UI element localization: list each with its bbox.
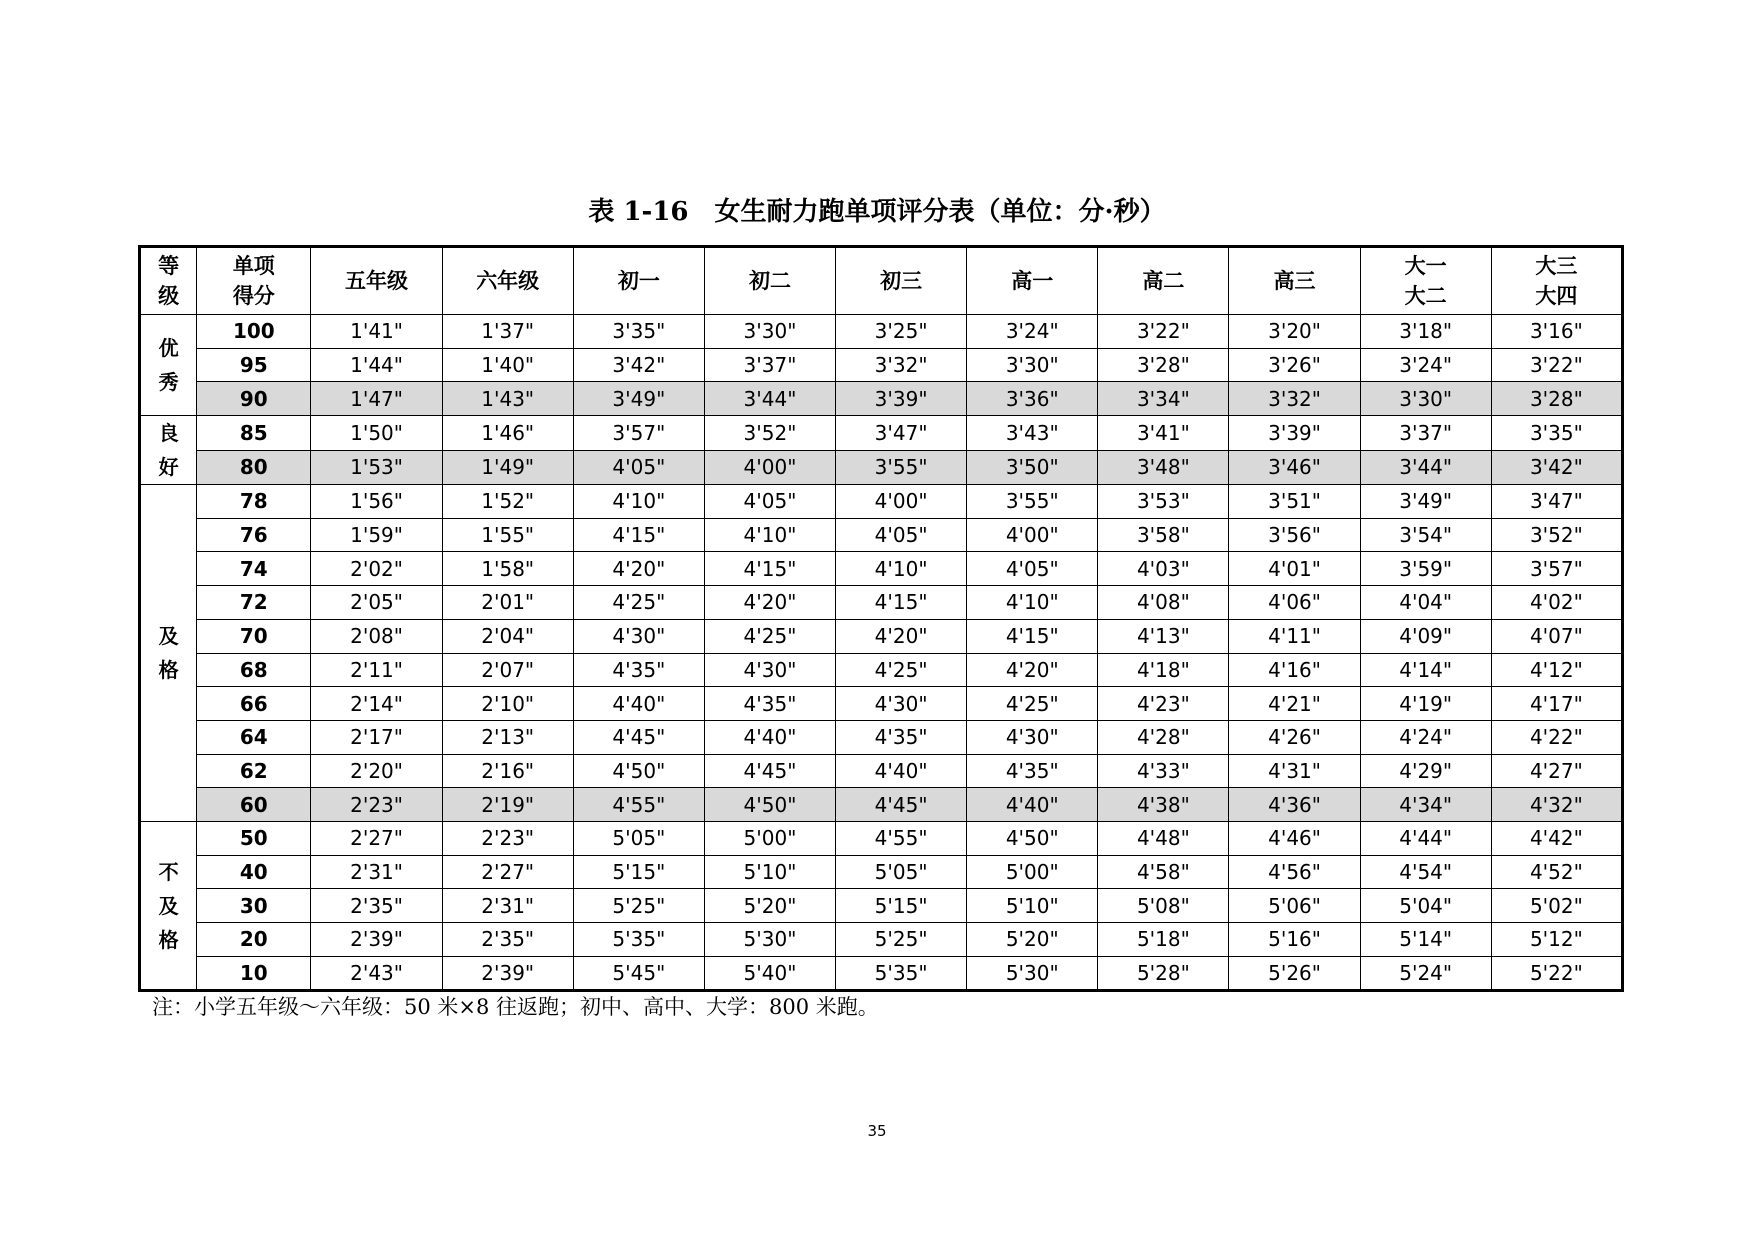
- time-cell: 5'00": [704, 821, 835, 855]
- time-cell: 2'35": [442, 923, 573, 957]
- header-grade: [836, 247, 967, 315]
- time-cell: 2'16": [442, 754, 573, 788]
- time-cell: 3'32": [836, 348, 967, 382]
- header-grade-line: 初二: [748, 269, 791, 293]
- time-cell: 3'39": [836, 382, 967, 416]
- time-cell: 4'04": [1360, 586, 1491, 620]
- time-cell: 4'48": [1098, 821, 1229, 855]
- time-cell: 4'21": [1229, 687, 1360, 721]
- table-row: [140, 788, 1623, 822]
- time-cell: 2'11": [311, 653, 442, 687]
- time-cell: 4'10": [967, 586, 1098, 620]
- time-cell: 4'30": [573, 619, 704, 653]
- table-row: [140, 855, 1623, 889]
- time-cell: 3'57": [1491, 552, 1622, 586]
- time-cell: 3'25": [836, 315, 967, 349]
- time-cell: 3'51": [1229, 485, 1360, 519]
- level-cell: [140, 485, 197, 822]
- table-row: [140, 586, 1623, 620]
- time-cell: 2'02": [311, 552, 442, 586]
- time-cell: 4'24": [1360, 720, 1491, 754]
- table-title: 表 1-16 女生耐力跑单项评分表（单位：分·秒）: [588, 197, 1166, 227]
- time-cell: 5'16": [1229, 923, 1360, 957]
- points-cell: 95: [197, 348, 311, 382]
- score-table: [138, 245, 1624, 992]
- time-cell: 3'42": [1491, 450, 1622, 485]
- time-cell: 4'20": [573, 552, 704, 586]
- time-cell: 4'26": [1229, 720, 1360, 754]
- header-grade-line: 大二: [1404, 284, 1447, 308]
- time-cell: 4'35": [573, 653, 704, 687]
- header-grade-line: 五年级: [345, 269, 409, 293]
- points-cell: 50: [197, 821, 311, 855]
- time-cell: 2'23": [442, 821, 573, 855]
- time-cell: 4'30": [704, 653, 835, 687]
- header-grade: [1229, 247, 1360, 315]
- time-cell: 4'07": [1491, 619, 1622, 653]
- header-grade: [573, 247, 704, 315]
- time-cell: 4'33": [1098, 754, 1229, 788]
- time-cell: 4'34": [1360, 788, 1491, 822]
- time-cell: 4'36": [1229, 788, 1360, 822]
- time-cell: 1'55": [442, 518, 573, 552]
- time-cell: 4'42": [1491, 821, 1622, 855]
- time-cell: 4'11": [1229, 619, 1360, 653]
- time-cell: 3'30": [704, 315, 835, 349]
- time-cell: 4'00": [836, 485, 967, 519]
- time-cell: 4'20": [704, 586, 835, 620]
- time-cell: 5'10": [704, 855, 835, 889]
- time-cell: 3'43": [967, 416, 1098, 451]
- points-cell: 70: [197, 619, 311, 653]
- header-level-line: 等: [158, 254, 180, 278]
- points-cell: 78: [197, 485, 311, 519]
- time-cell: 1'37": [442, 315, 573, 349]
- time-cell: 4'31": [1229, 754, 1360, 788]
- time-cell: 5'28": [1098, 956, 1229, 991]
- time-cell: 4'00": [704, 450, 835, 485]
- points-cell: 74: [197, 552, 311, 586]
- time-cell: 3'16": [1491, 315, 1622, 349]
- time-cell: 5'06": [1229, 889, 1360, 923]
- time-cell: 2'31": [311, 855, 442, 889]
- points-cell: 68: [197, 653, 311, 687]
- time-cell: 3'37": [1360, 416, 1491, 451]
- time-cell: 4'10": [836, 552, 967, 586]
- points-cell: 80: [197, 450, 311, 485]
- time-cell: 2'31": [442, 889, 573, 923]
- header-grade: [311, 247, 442, 315]
- time-cell: 5'30": [704, 923, 835, 957]
- level-char: 格: [158, 927, 179, 952]
- time-cell: 3'26": [1229, 348, 1360, 382]
- header-grade: [1491, 247, 1622, 315]
- time-cell: 2'01": [442, 586, 573, 620]
- header-grade: [1098, 247, 1229, 315]
- table-row: [140, 653, 1623, 687]
- time-cell: 4'38": [1098, 788, 1229, 822]
- time-cell: 4'55": [836, 821, 967, 855]
- table-row: [140, 416, 1623, 451]
- time-cell: 3'49": [573, 382, 704, 416]
- points-cell: 40: [197, 855, 311, 889]
- time-cell: 5'05": [836, 855, 967, 889]
- level-char: 不: [158, 859, 179, 884]
- time-cell: 1'52": [442, 485, 573, 519]
- time-cell: 4'17": [1491, 687, 1622, 721]
- time-cell: 3'54": [1360, 518, 1491, 552]
- time-cell: 2'27": [311, 821, 442, 855]
- time-cell: 3'28": [1491, 382, 1622, 416]
- time-cell: 4'13": [1098, 619, 1229, 653]
- time-cell: 4'35": [704, 687, 835, 721]
- table-row: [140, 552, 1623, 586]
- time-cell: 4'20": [836, 619, 967, 653]
- points-cell: 76: [197, 518, 311, 552]
- time-cell: 1'46": [442, 416, 573, 451]
- level-char: 好: [158, 455, 179, 480]
- time-cell: 4'08": [1098, 586, 1229, 620]
- level-char: 格: [158, 658, 179, 682]
- table-header: [140, 247, 1623, 315]
- table-row: [140, 923, 1623, 957]
- page-number: 35: [867, 1122, 887, 1140]
- time-cell: 4'40": [573, 687, 704, 721]
- time-cell: 5'22": [1491, 956, 1622, 991]
- points-cell: 64: [197, 720, 311, 754]
- level-cell: [140, 315, 197, 416]
- time-cell: 4'15": [967, 619, 1098, 653]
- time-cell: 4'05": [573, 450, 704, 485]
- table-row: [140, 619, 1623, 653]
- time-cell: 1'47": [311, 382, 442, 416]
- time-cell: 4'05": [704, 485, 835, 519]
- time-cell: 4'35": [967, 754, 1098, 788]
- time-cell: 5'30": [967, 956, 1098, 991]
- level-char: 及: [158, 893, 179, 918]
- time-cell: 4'10": [573, 485, 704, 519]
- time-cell: 1'59": [311, 518, 442, 552]
- time-cell: 3'52": [1491, 518, 1622, 552]
- table-row: [140, 450, 1623, 485]
- time-cell: 5'18": [1098, 923, 1229, 957]
- time-cell: 4'54": [1360, 855, 1491, 889]
- time-cell: 3'35": [573, 315, 704, 349]
- time-cell: 5'20": [704, 889, 835, 923]
- level-char: 秀: [158, 370, 179, 395]
- time-cell: 2'23": [311, 788, 442, 822]
- time-cell: 5'35": [573, 923, 704, 957]
- time-cell: 3'47": [1491, 485, 1622, 519]
- time-cell: 5'15": [573, 855, 704, 889]
- time-cell: 4'23": [1098, 687, 1229, 721]
- time-cell: 3'57": [573, 416, 704, 451]
- time-cell: 1'50": [311, 416, 442, 451]
- header-level-line: 级: [158, 284, 180, 308]
- time-cell: 1'58": [442, 552, 573, 586]
- time-cell: 4'44": [1360, 821, 1491, 855]
- time-cell: 1'44": [311, 348, 442, 382]
- header-level: [140, 247, 197, 315]
- time-cell: 2'39": [311, 923, 442, 957]
- points-cell: 85: [197, 416, 311, 451]
- time-cell: 4'02": [1491, 586, 1622, 620]
- time-cell: 3'24": [1360, 348, 1491, 382]
- time-cell: 4'45": [836, 788, 967, 822]
- time-cell: 3'44": [704, 382, 835, 416]
- time-cell: 4'40": [704, 720, 835, 754]
- time-cell: 2'35": [311, 889, 442, 923]
- table-row: [140, 821, 1623, 855]
- time-cell: 3'47": [836, 416, 967, 451]
- time-cell: 2'17": [311, 720, 442, 754]
- time-cell: 4'30": [836, 687, 967, 721]
- time-cell: 4'15": [704, 552, 835, 586]
- time-cell: 4'45": [704, 754, 835, 788]
- time-cell: 3'30": [1360, 382, 1491, 416]
- header-grade-line: 高三: [1273, 269, 1316, 293]
- time-cell: 4'40": [967, 788, 1098, 822]
- level-char: 优: [158, 336, 179, 361]
- time-cell: 4'15": [573, 518, 704, 552]
- header-grade: [1360, 247, 1491, 315]
- time-cell: 3'20": [1229, 315, 1360, 349]
- level-cell: [140, 821, 197, 990]
- header-grade-line: 六年级: [476, 269, 540, 293]
- time-cell: 2'04": [442, 619, 573, 653]
- time-cell: 3'46": [1229, 450, 1360, 485]
- points-cell: 20: [197, 923, 311, 957]
- time-cell: 5'24": [1360, 956, 1491, 991]
- points-cell: 66: [197, 687, 311, 721]
- time-cell: 4'05": [967, 552, 1098, 586]
- time-cell: 2'13": [442, 720, 573, 754]
- time-cell: 4'45": [573, 720, 704, 754]
- time-cell: 4'46": [1229, 821, 1360, 855]
- time-cell: 5'14": [1360, 923, 1491, 957]
- level-char: 及: [158, 624, 179, 648]
- time-cell: 4'35": [836, 720, 967, 754]
- table-row: [140, 956, 1623, 991]
- header-grade: [967, 247, 1098, 315]
- time-cell: 4'56": [1229, 855, 1360, 889]
- header-grade: [442, 247, 573, 315]
- time-cell: 4'19": [1360, 687, 1491, 721]
- time-cell: 5'45": [573, 956, 704, 991]
- table-row: [140, 687, 1623, 721]
- table-row: [140, 889, 1623, 923]
- time-cell: 5'05": [573, 821, 704, 855]
- time-cell: 4'06": [1229, 586, 1360, 620]
- time-cell: 5'25": [573, 889, 704, 923]
- header-grade-line: 大四: [1535, 284, 1578, 308]
- time-cell: 4'50": [573, 754, 704, 788]
- time-cell: 3'42": [573, 348, 704, 382]
- time-cell: 5'25": [836, 923, 967, 957]
- time-cell: 2'39": [442, 956, 573, 991]
- time-cell: 5'40": [704, 956, 835, 991]
- time-cell: 4'25": [704, 619, 835, 653]
- time-cell: 3'39": [1229, 416, 1360, 451]
- table-row: [140, 518, 1623, 552]
- time-cell: 2'43": [311, 956, 442, 991]
- header-points: [197, 247, 311, 315]
- header-grade-line: 高一: [1011, 269, 1054, 293]
- time-cell: 4'01": [1229, 552, 1360, 586]
- time-cell: 3'24": [967, 315, 1098, 349]
- header-points-line: 得分: [232, 284, 275, 308]
- time-cell: 4'16": [1229, 653, 1360, 687]
- time-cell: 3'41": [1098, 416, 1229, 451]
- time-cell: 4'28": [1098, 720, 1229, 754]
- table-row: [140, 754, 1623, 788]
- time-cell: 3'48": [1098, 450, 1229, 485]
- header-points-line: 单项: [232, 254, 275, 278]
- time-cell: 4'58": [1098, 855, 1229, 889]
- time-cell: 3'32": [1229, 382, 1360, 416]
- time-cell: 3'52": [704, 416, 835, 451]
- time-cell: 3'55": [836, 450, 967, 485]
- header-grade-line: 高二: [1142, 269, 1185, 293]
- time-cell: 4'09": [1360, 619, 1491, 653]
- header-grade-line: 初三: [880, 269, 923, 293]
- time-cell: 3'44": [1360, 450, 1491, 485]
- time-cell: 4'00": [967, 518, 1098, 552]
- time-cell: 5'12": [1491, 923, 1622, 957]
- time-cell: 3'28": [1098, 348, 1229, 382]
- points-cell: 72: [197, 586, 311, 620]
- points-cell: 100: [197, 315, 311, 349]
- time-cell: 3'34": [1098, 382, 1229, 416]
- time-cell: 1'49": [442, 450, 573, 485]
- points-cell: 90: [197, 382, 311, 416]
- time-cell: 5'26": [1229, 956, 1360, 991]
- time-cell: 3'37": [704, 348, 835, 382]
- time-cell: 4'50": [967, 821, 1098, 855]
- time-cell: 4'14": [1360, 653, 1491, 687]
- time-cell: 3'53": [1098, 485, 1229, 519]
- time-cell: 3'55": [967, 485, 1098, 519]
- time-cell: 2'14": [311, 687, 442, 721]
- time-cell: 3'56": [1229, 518, 1360, 552]
- time-cell: 5'02": [1491, 889, 1622, 923]
- time-cell: 3'36": [967, 382, 1098, 416]
- header-grade-line: 初一: [617, 269, 660, 293]
- time-cell: 2'05": [311, 586, 442, 620]
- time-cell: 2'27": [442, 855, 573, 889]
- time-cell: 4'25": [967, 687, 1098, 721]
- time-cell: 5'20": [967, 923, 1098, 957]
- time-cell: 5'00": [967, 855, 1098, 889]
- header-grade-line: 大一: [1404, 254, 1447, 278]
- header-row: [140, 247, 1623, 315]
- time-cell: 4'25": [836, 653, 967, 687]
- time-cell: 5'04": [1360, 889, 1491, 923]
- time-cell: 2'07": [442, 653, 573, 687]
- time-cell: 1'43": [442, 382, 573, 416]
- time-cell: 5'35": [836, 956, 967, 991]
- time-cell: 4'52": [1491, 855, 1622, 889]
- table-note: 注：小学五年级～六年级：50 米×8 往返跑；初中、高中、大学：800 米跑。: [152, 995, 879, 1019]
- time-cell: 4'12": [1491, 653, 1622, 687]
- time-cell: 1'53": [311, 450, 442, 485]
- time-cell: 2'10": [442, 687, 573, 721]
- level-char: 良: [158, 421, 179, 446]
- time-cell: 4'03": [1098, 552, 1229, 586]
- level-cell: [140, 416, 197, 485]
- time-cell: 3'50": [967, 450, 1098, 485]
- time-cell: 4'15": [836, 586, 967, 620]
- time-cell: 4'05": [836, 518, 967, 552]
- header-grade: [704, 247, 835, 315]
- time-cell: 3'18": [1360, 315, 1491, 349]
- header-grade-line: 大三: [1535, 254, 1578, 278]
- time-cell: 4'27": [1491, 754, 1622, 788]
- table-body: [140, 315, 1623, 991]
- time-cell: 4'20": [967, 653, 1098, 687]
- time-cell: 4'25": [573, 586, 704, 620]
- time-cell: 4'18": [1098, 653, 1229, 687]
- table-row: [140, 348, 1623, 382]
- table-row: [140, 485, 1623, 519]
- time-cell: 3'22": [1098, 315, 1229, 349]
- time-cell: 2'20": [311, 754, 442, 788]
- time-cell: 1'56": [311, 485, 442, 519]
- time-cell: 3'35": [1491, 416, 1622, 451]
- time-cell: 1'41": [311, 315, 442, 349]
- time-cell: 4'22": [1491, 720, 1622, 754]
- table-row: [140, 720, 1623, 754]
- table-row: [140, 382, 1623, 416]
- points-cell: 60: [197, 788, 311, 822]
- points-cell: 30: [197, 889, 311, 923]
- table-row: [140, 315, 1623, 349]
- time-cell: 1'40": [442, 348, 573, 382]
- time-cell: 3'49": [1360, 485, 1491, 519]
- time-cell: 3'58": [1098, 518, 1229, 552]
- time-cell: 4'40": [836, 754, 967, 788]
- points-cell: 62: [197, 754, 311, 788]
- time-cell: 4'55": [573, 788, 704, 822]
- time-cell: 5'10": [967, 889, 1098, 923]
- time-cell: 4'29": [1360, 754, 1491, 788]
- time-cell: 4'50": [704, 788, 835, 822]
- time-cell: 4'32": [1491, 788, 1622, 822]
- time-cell: 4'30": [967, 720, 1098, 754]
- time-cell: 4'10": [704, 518, 835, 552]
- time-cell: 5'15": [836, 889, 967, 923]
- time-cell: 2'08": [311, 619, 442, 653]
- time-cell: 3'22": [1491, 348, 1622, 382]
- time-cell: 3'59": [1360, 552, 1491, 586]
- time-cell: 3'30": [967, 348, 1098, 382]
- time-cell: 2'19": [442, 788, 573, 822]
- time-cell: 5'08": [1098, 889, 1229, 923]
- points-cell: 10: [197, 956, 311, 991]
